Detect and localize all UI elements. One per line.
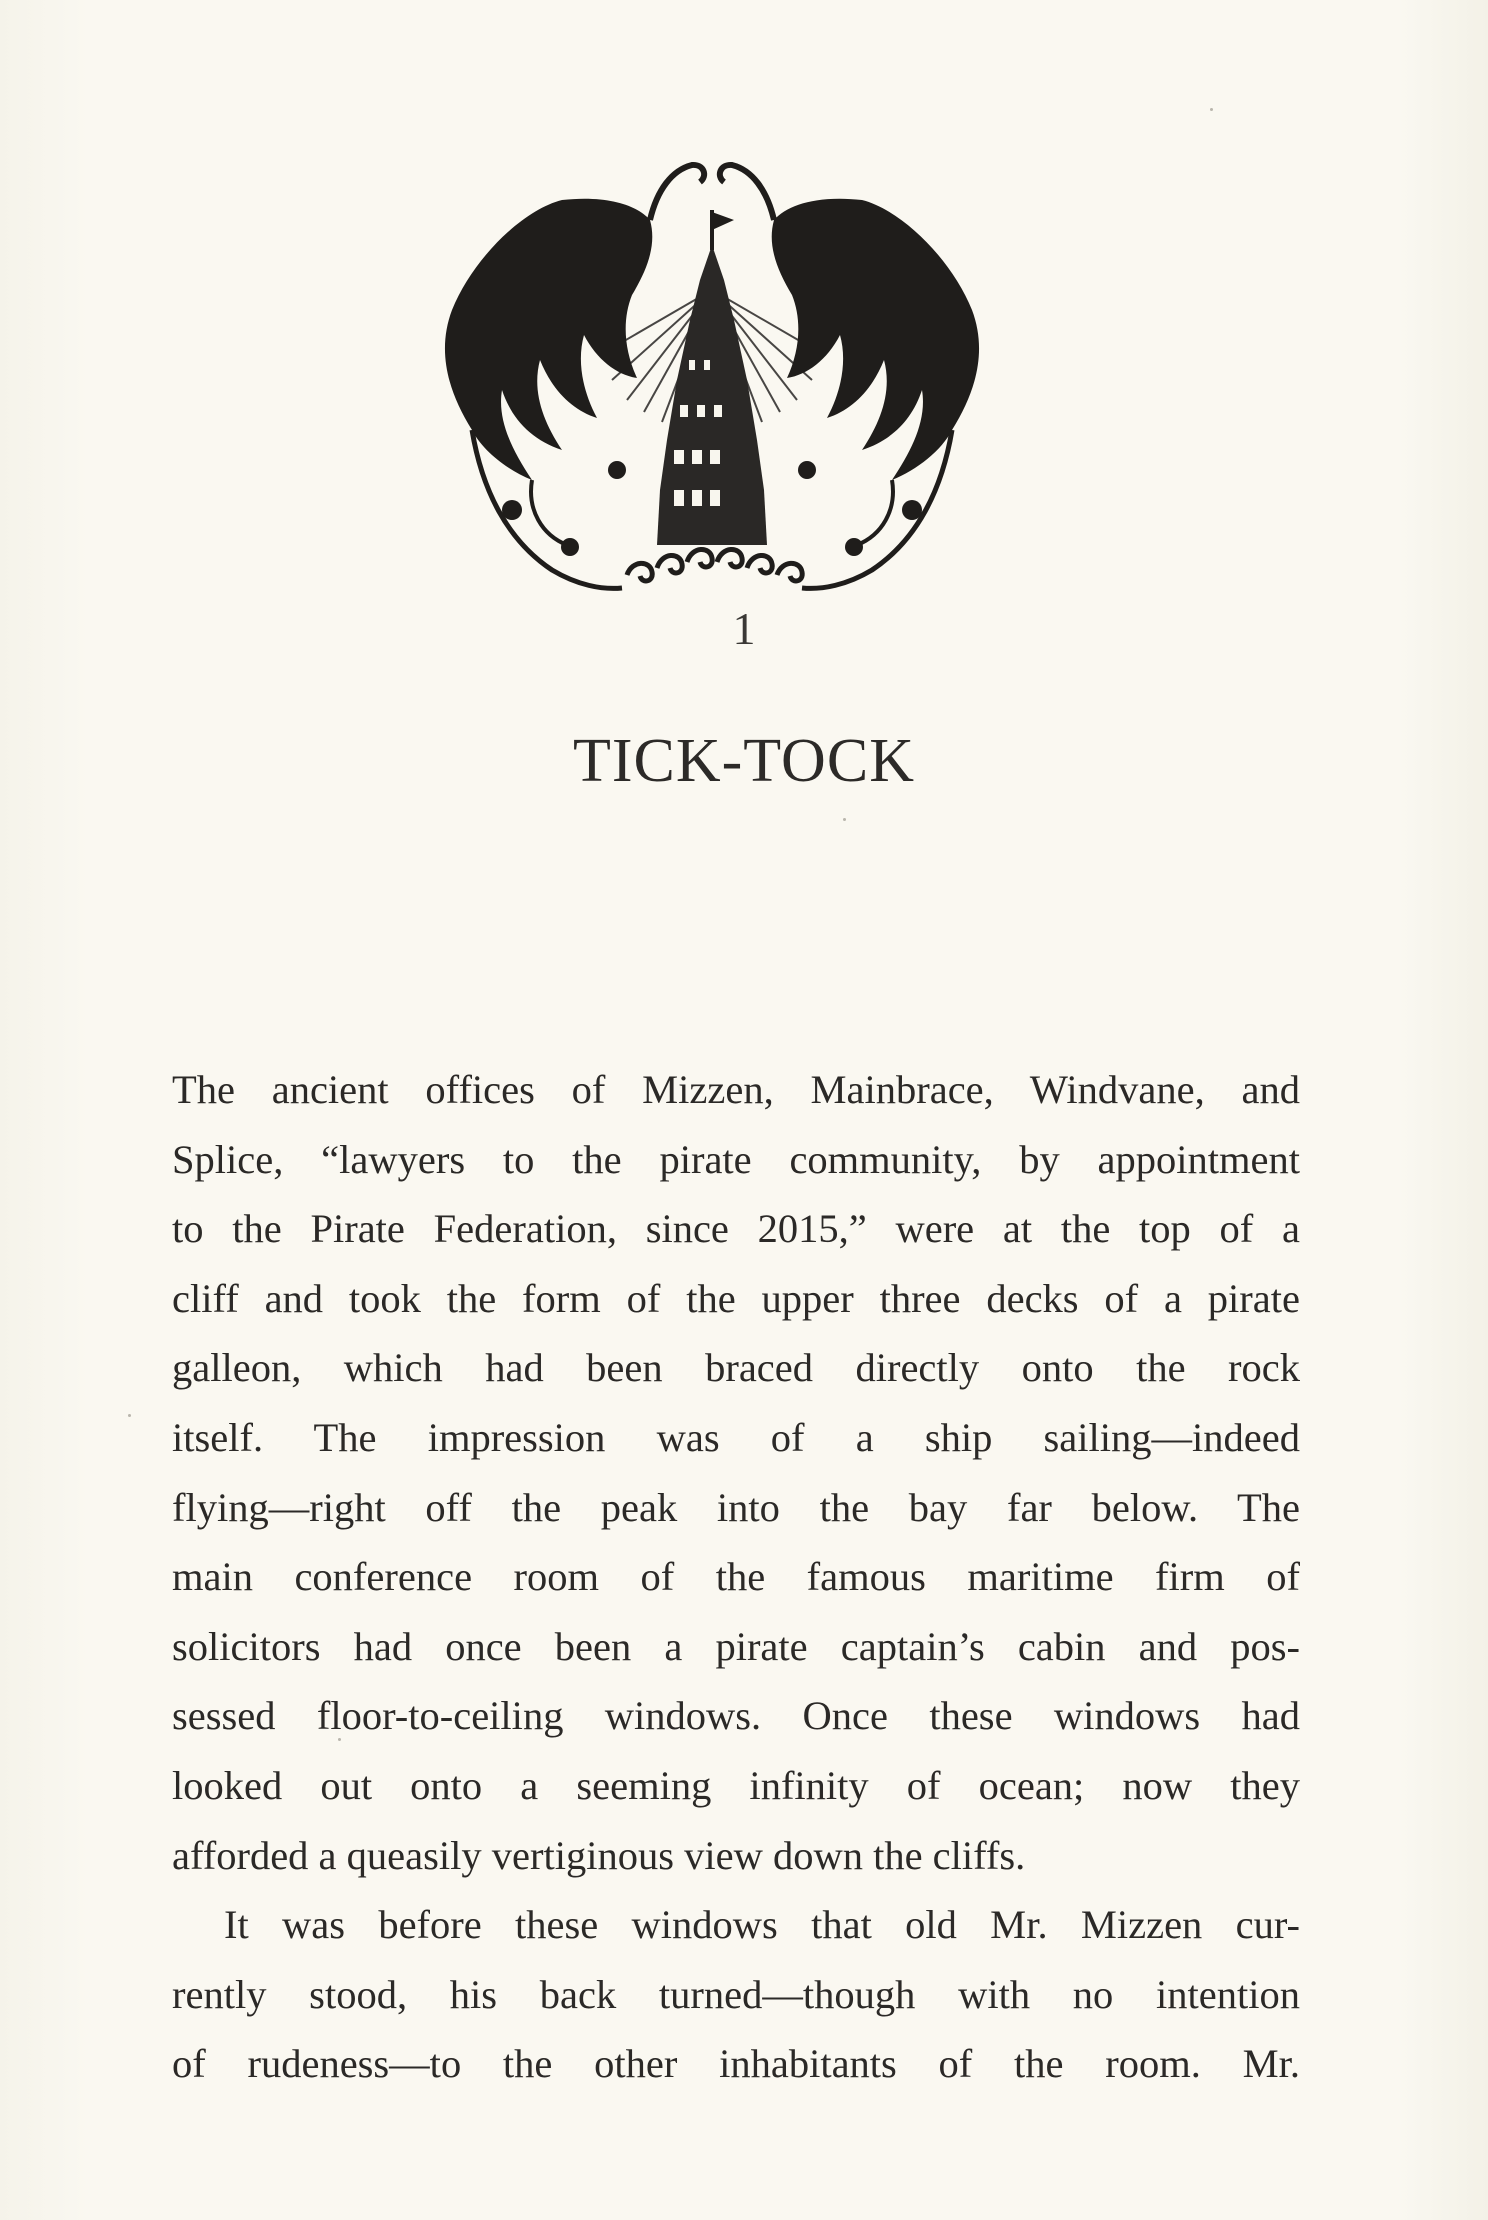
winged-ship-vignette-icon	[412, 150, 1012, 670]
text-line: of rudeness—to the other inhabitants of the room. Mr.	[172, 2041, 1300, 2087]
text-line: rently stood, his back turned—though with no intention	[172, 1971, 1300, 2017]
paragraph-2	[172, 1890, 1300, 2099]
chapter-number: 1	[732, 603, 756, 654]
text-line: sessed floor-to-ceiling windows. Once these windows had	[172, 1693, 1300, 1739]
text-line: to the Pirate Federation, since 2015,” were at the top of a	[172, 1206, 1300, 1252]
chapter-body	[172, 1055, 1300, 2099]
paper-speck	[338, 1738, 341, 1741]
text-line: It was before these windows that old Mr. Mizzen cur-	[224, 1902, 1300, 1948]
paragraph-1	[172, 1055, 1300, 1890]
text-line: Splice, “lawyers to the pirate community, by appointment	[172, 1136, 1300, 1182]
text-line: looked out onto a seeming infinity of ocean; now they	[172, 1762, 1300, 1808]
paper-speck	[843, 818, 846, 821]
text-line: cliff and took the form of the upper three decks of a pirate	[172, 1275, 1300, 1321]
text-line: The ancient offices of Mizzen, Mainbrace, Windvane, and	[172, 1067, 1300, 1112]
chapter-title: TICK-TOCK	[573, 727, 915, 795]
text-line: afforded a queasily vertiginous view down the cliffs.	[172, 1832, 1026, 1878]
text-line: main conference room of the famous maritime firm of	[172, 1554, 1300, 1600]
text-line: galleon, which had been braced directly onto the rock	[172, 1345, 1300, 1391]
text-line: flying—right off the peak into the bay far below. The	[172, 1484, 1300, 1530]
paper-speck	[128, 1414, 131, 1417]
text-line: solicitors had once been a pirate captain’s cabin and pos-	[172, 1623, 1300, 1669]
text-line: itself. The impression was of a ship sailing—indeed	[172, 1414, 1300, 1460]
paper-speck	[1210, 108, 1213, 111]
